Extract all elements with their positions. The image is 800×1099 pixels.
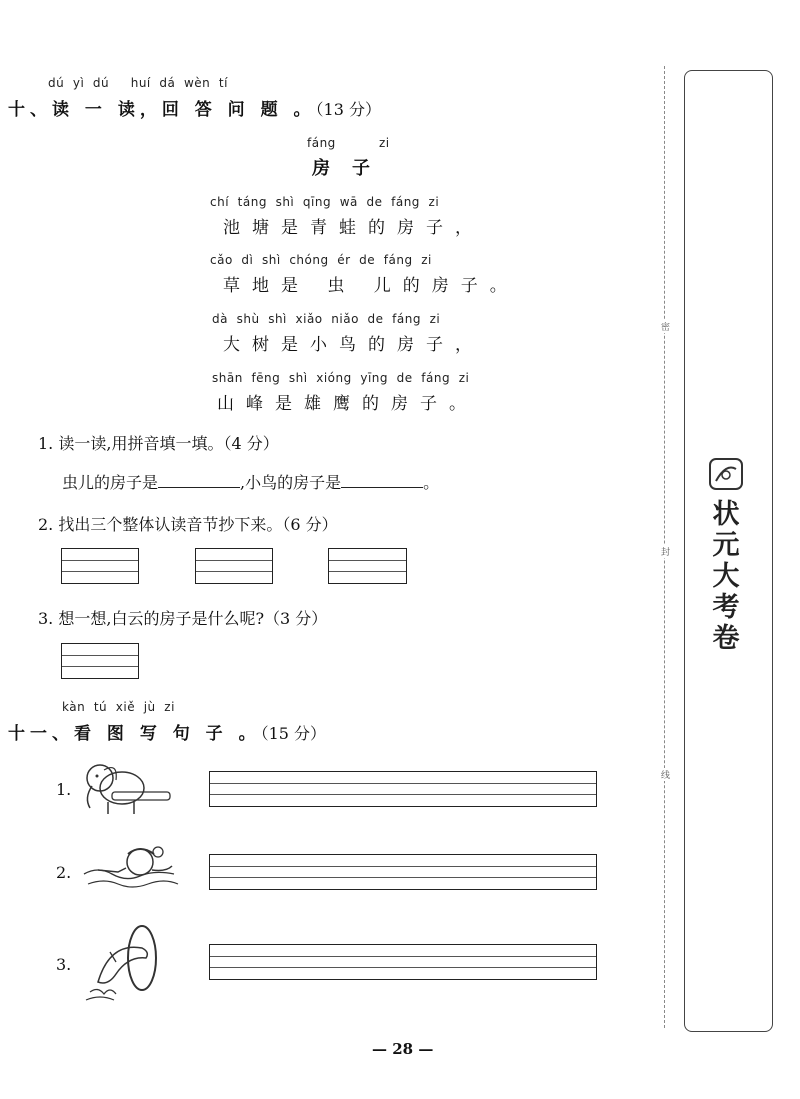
- poem-line-4-pinyin: shān fēng shì xióng yīng de fáng zi: [212, 371, 470, 385]
- seal-char-1: 密: [661, 320, 670, 333]
- poem-line-2-pinyin: cǎo dì shì chóng ér de fáng zi: [210, 253, 432, 267]
- item-2-number: 2.: [56, 863, 72, 882]
- question-1-fill-b: ,小鸟的房子是: [240, 473, 342, 492]
- question-1-fill-end: 。: [423, 473, 440, 492]
- question-2-label: 2. 找出三个整体认读音节抄下来。（6 分）: [38, 515, 338, 534]
- seal-char-2: 封: [661, 545, 670, 558]
- section11-pinyin: kàn tú xiě jù zi: [62, 700, 175, 714]
- seal-char-3: 线: [661, 768, 670, 781]
- answer-blank-2[interactable]: [341, 473, 423, 488]
- question-1-fill-line: [62, 470, 439, 493]
- pinyin-writing-box-2[interactable]: [195, 548, 273, 584]
- sentence-writing-box-1[interactable]: [209, 771, 597, 807]
- section10-heading: [8, 95, 381, 120]
- poem-line-2: 草地是 虫 儿的房子。: [223, 276, 519, 296]
- dolphin-hoop-picture: [80, 922, 164, 1004]
- poem-title: 房子: [312, 158, 392, 179]
- brand-badge-icon: [706, 455, 746, 495]
- section11-heading: [8, 719, 326, 744]
- sentence-writing-box-2[interactable]: [209, 854, 597, 890]
- brand-logo: [706, 455, 746, 655]
- question-3-label: 3. 想一想,白云的房子是什么呢?（3 分）: [38, 609, 328, 628]
- elephant-picture: [78, 758, 174, 820]
- section11-points: （15 分）: [260, 724, 327, 743]
- section10-points: （13 分）: [315, 100, 381, 119]
- pinyin-writing-box-1[interactable]: [61, 548, 139, 584]
- question-1-fill-a: 虫儿的房子是: [62, 473, 159, 492]
- poem-line-3-pinyin: dà shù shì xiǎo niǎo de fáng zi: [212, 312, 441, 326]
- question-1-label: 1. 读一读,用拼音填一填。（4 分）: [38, 434, 279, 453]
- section10-pinyin: dú yì dú huí dá wèn tí: [48, 76, 228, 90]
- sentence-writing-box-3[interactable]: [209, 944, 597, 980]
- poem-line-1: 池塘是青蛙的房子，: [223, 218, 484, 238]
- pinyin-writing-box-3[interactable]: [328, 548, 407, 584]
- pinyin-writing-box-4[interactable]: [61, 643, 139, 679]
- section11-title: 十一、看 图 写 句 子 。: [8, 724, 261, 744]
- poem-line-1-pinyin: chí táng shì qīng wā de fáng zi: [210, 195, 440, 209]
- poem-line-3: 大树是小鸟的房子，: [223, 335, 484, 355]
- poem-line-4: 山峰是雄鹰的房子。: [217, 394, 478, 414]
- section10-title: 十、读 一 读，回 答 问 题 。: [8, 100, 316, 120]
- page-number: — 28 —: [372, 1040, 434, 1058]
- poem-title-pinyin: fáng zi: [307, 136, 390, 150]
- item-3-number: 3.: [56, 955, 72, 974]
- item-1-number: 1.: [56, 780, 72, 799]
- answer-blank-1[interactable]: [158, 473, 240, 488]
- swimming-child-picture: [78, 840, 182, 898]
- brand-text: 状元大考卷: [712, 499, 740, 654]
